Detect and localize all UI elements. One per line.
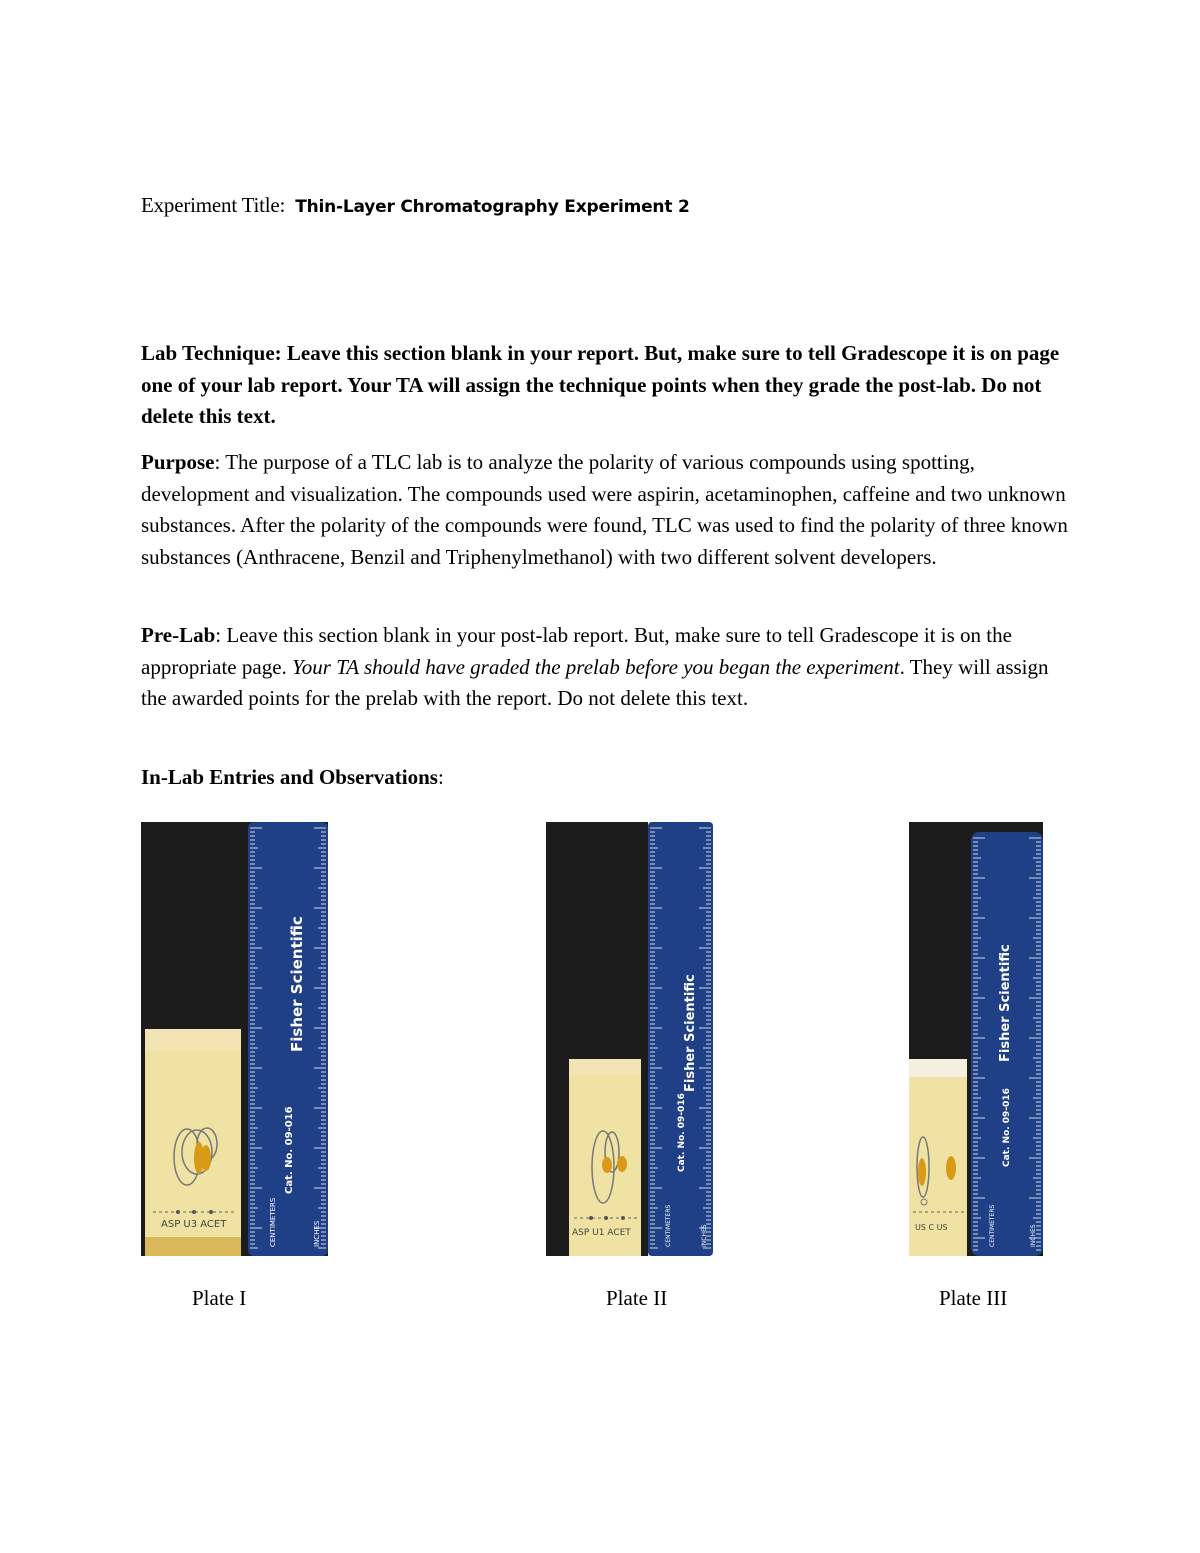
inlab-heading: In-Lab Entries and Observations	[141, 765, 438, 789]
prelab-text-after: . They will assign the awarded points for the prelab with the report. Do not delete this text.	[141, 654, 1049, 710]
plate-1-ruler-catalog: Cat. No. 09-016	[284, 1106, 295, 1194]
purpose-heading: Purpose	[141, 450, 215, 474]
inlab-heading-suffix: :	[437, 765, 444, 789]
purpose-paragraph	[141, 447, 1071, 573]
experiment-title-value: Thin-Layer Chromatography Experiment 2	[295, 197, 690, 217]
experiment-title-label: Experiment Title:	[141, 193, 286, 217]
plate-2-ruler-brand: Fisher Scientific	[683, 974, 698, 1092]
plate-2-spot-labels: ASP U1 ACET	[572, 1228, 631, 1238]
experiment-title-line	[141, 193, 690, 218]
plate-1-caption: Plate I	[192, 1286, 247, 1310]
purpose-text: : The purpose of a TLC lab is to analyze the polarity of various compounds using spotting, development and visualization. The compounds used were aspirin, acetaminophen, caffeine and two unknown substances. After the polarity of the compounds were found, TLC was used to find the polarity of three known substances (Anthracene, Benzil and Triphenylmethanol) with two different solvent developers.	[141, 450, 1068, 569]
plate-2-ruler-cm: CENTIMETERS	[665, 1204, 672, 1247]
plate-1-ruler-brand: Fisher Scientific	[288, 916, 306, 1052]
plate-3-caption: Plate III	[939, 1286, 1008, 1310]
lab-technique-paragraph: Lab Technique: Leave this section blank in your report. But, make sure to tell Gradescope it is on page one of your lab report. Your TA will assign the technique points when they grade the post-lab. Do not delete this text.	[141, 341, 1060, 428]
plate-1-photo	[141, 822, 328, 1256]
plate-3-illustration	[909, 822, 1043, 1256]
plate-3-ruler-in: INCHES	[1030, 1224, 1037, 1247]
plate-1-spot-labels: ASP U3 ACET	[161, 1219, 227, 1230]
plate-2-caption: Plate II	[606, 1286, 668, 1310]
plate-3-spot-labels: US C US	[915, 1223, 948, 1232]
plate-3-ruler-cm: CENTIMETERS	[989, 1204, 996, 1247]
plate-1-illustration	[141, 822, 328, 1256]
plate-3-ruler-catalog: Cat. No. 09-016	[1002, 1088, 1012, 1167]
prelab-heading: Pre-Lab	[141, 623, 216, 647]
plate-1-ruler-in: INCHES	[313, 1220, 321, 1247]
plate-1-ruler-cm: CENTIMETERS	[269, 1197, 277, 1247]
plate-3-ruler-brand: Fisher Scientific	[998, 944, 1013, 1062]
plate-2-photo	[546, 822, 713, 1256]
plate-2-illustration	[546, 822, 713, 1256]
prelab-paragraph	[141, 620, 1071, 715]
plate-2-ruler-in: INCHES	[701, 1224, 708, 1247]
plate-3-photo	[909, 822, 1043, 1256]
inlab-heading-line	[141, 762, 1071, 794]
prelab-italic-note: Your TA should have graded the prelab before you began the experiment	[292, 654, 900, 679]
prelab-text-before: : Leave this section blank in your post-lab report. But, make sure to tell Gradescope it is on the appropriate page.	[141, 623, 1012, 679]
plate-2-ruler-catalog: Cat. No. 09-016	[677, 1093, 687, 1172]
